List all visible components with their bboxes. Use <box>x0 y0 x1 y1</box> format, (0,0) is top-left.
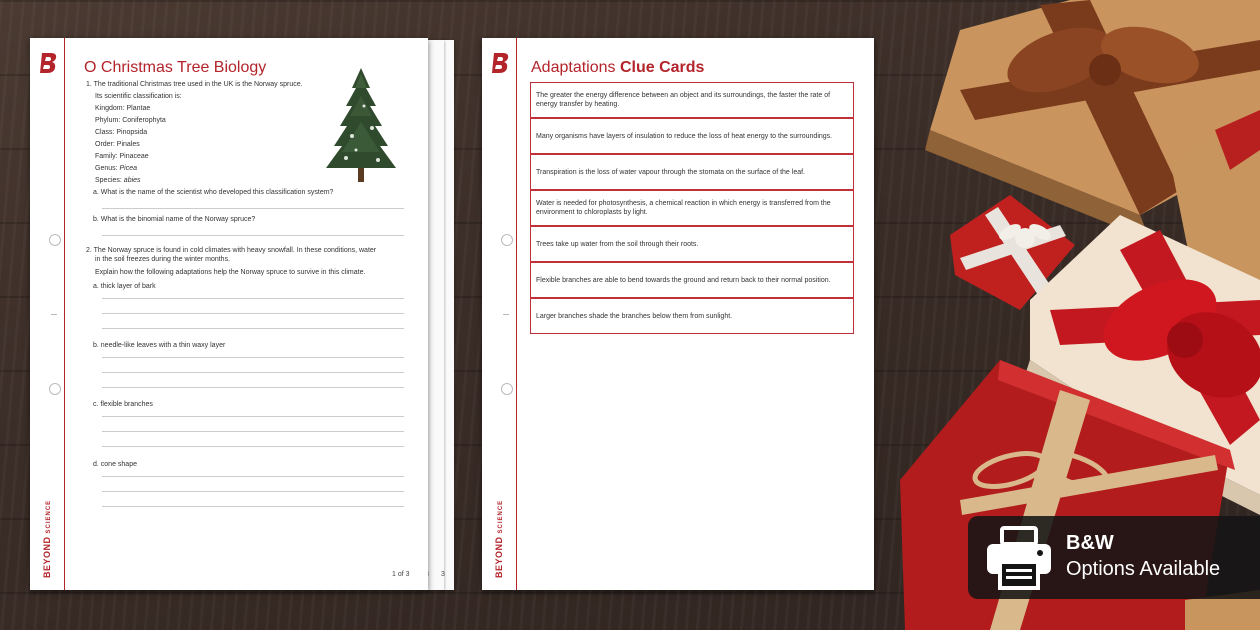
answer-line <box>102 298 404 299</box>
brand-vertical <box>494 500 504 578</box>
christmas-tree-image <box>322 66 400 184</box>
punch-hole <box>501 383 513 395</box>
classification-line: Class: Pinopsida <box>95 129 148 136</box>
clue-card: Water is needed for photosynthesis, a chemical reaction in which energy is transferred from the environment to chloroplasts by light. <box>530 190 854 226</box>
clue-card: Many organisms have layers of insulation to reduce the loss of heat energy to the surroundings. <box>530 118 854 154</box>
worksheet-title: O Christmas Tree Biology <box>84 59 267 76</box>
bw-options-badge <box>968 516 1260 599</box>
margin-line <box>64 38 65 590</box>
margin-line <box>516 38 517 590</box>
clue-cards-title <box>531 59 704 77</box>
punch-tick <box>503 314 509 315</box>
stacked-page-number: 3 <box>441 571 445 578</box>
question-2-explain: Explain how the following adaptations help the Norway spruce to survive in this climate. <box>95 269 366 276</box>
clue-cards-title-regular: Adaptations <box>531 59 620 76</box>
question-1b: b. What is the binomial name of the Norway spruce? <box>93 216 256 223</box>
answer-line <box>102 387 404 388</box>
badge-title: B&W <box>1066 532 1114 554</box>
clue-card: Flexible branches are able to bend towards the ground and return back to their normal position. <box>530 262 854 298</box>
classification-genus <box>95 164 137 174</box>
punch-hole <box>49 234 61 246</box>
clue-card: The greater the energy difference between an object and its surroundings, the faster the rate of energy transfer by heating. <box>530 82 854 118</box>
answer-line <box>102 476 404 477</box>
classification-line: Phylum: Coniferophyta <box>95 117 166 124</box>
q1-intro: 1. The traditional Christmas tree used in the UK is the Norway spruce. <box>86 81 303 88</box>
question-1a: a. What is the name of the scientist who developed this classification system? <box>93 189 334 196</box>
answer-line <box>102 313 404 314</box>
printer-icon <box>984 526 1054 590</box>
beyond-logo-icon <box>39 52 59 74</box>
badge-subtitle: Options Available <box>1066 558 1221 580</box>
brand-sub: SCIENCE <box>498 499 504 534</box>
genus-value: Picea <box>119 165 138 172</box>
punch-hole <box>501 234 513 246</box>
answer-line <box>102 328 404 329</box>
answer-line <box>102 357 404 358</box>
answer-line <box>102 431 404 432</box>
punch-tick <box>51 314 57 315</box>
classification-line: Its scientific classification is: <box>95 93 182 100</box>
classification-line: Kingdom: Plantae <box>95 105 151 112</box>
answer-line <box>102 416 404 417</box>
clue-card: Larger branches shade the branches below them from sunlight. <box>530 298 854 334</box>
brand-vertical <box>42 500 52 578</box>
brand-name: BEYOND <box>494 536 504 578</box>
genus-label: Genus: <box>95 165 120 172</box>
question-2-line2: in the soil freezes during the winter months. <box>95 256 231 263</box>
brand-name: BEYOND <box>42 536 52 578</box>
question-2-line1: 2. The Norway spruce is found in cold climates with heavy snowfall. In these conditions, water <box>86 247 377 254</box>
question-2b: b. needle-like leaves with a thin waxy layer <box>93 342 226 349</box>
page-number: 1 of 3 <box>392 571 410 578</box>
clue-card: Transpiration is the loss of water vapour through the stomata on the surface of the leaf. <box>530 154 854 190</box>
classification-species <box>95 176 141 186</box>
question-2d: d. cone shape <box>93 461 137 468</box>
species-label: Species: <box>95 177 124 184</box>
classification-line: Family: Pinaceae <box>95 153 149 160</box>
answer-line <box>102 235 404 236</box>
answer-line <box>102 491 404 492</box>
answer-line <box>102 208 404 209</box>
classification-line: Order: Pinales <box>95 141 140 148</box>
clue-cards-title-bold: Clue Cards <box>619 59 705 76</box>
beyond-logo-icon <box>491 52 511 74</box>
punch-hole <box>49 383 61 395</box>
answer-line <box>102 506 404 507</box>
answer-line <box>102 446 404 447</box>
question-2c: c. flexible branches <box>93 401 153 408</box>
question-2a: a. thick layer of bark <box>93 283 156 290</box>
brand-sub: SCIENCE <box>46 499 52 534</box>
answer-line <box>102 372 404 373</box>
species-value: abies <box>123 177 141 184</box>
clue-card: Trees take up water from the soil through their roots. <box>530 226 854 262</box>
